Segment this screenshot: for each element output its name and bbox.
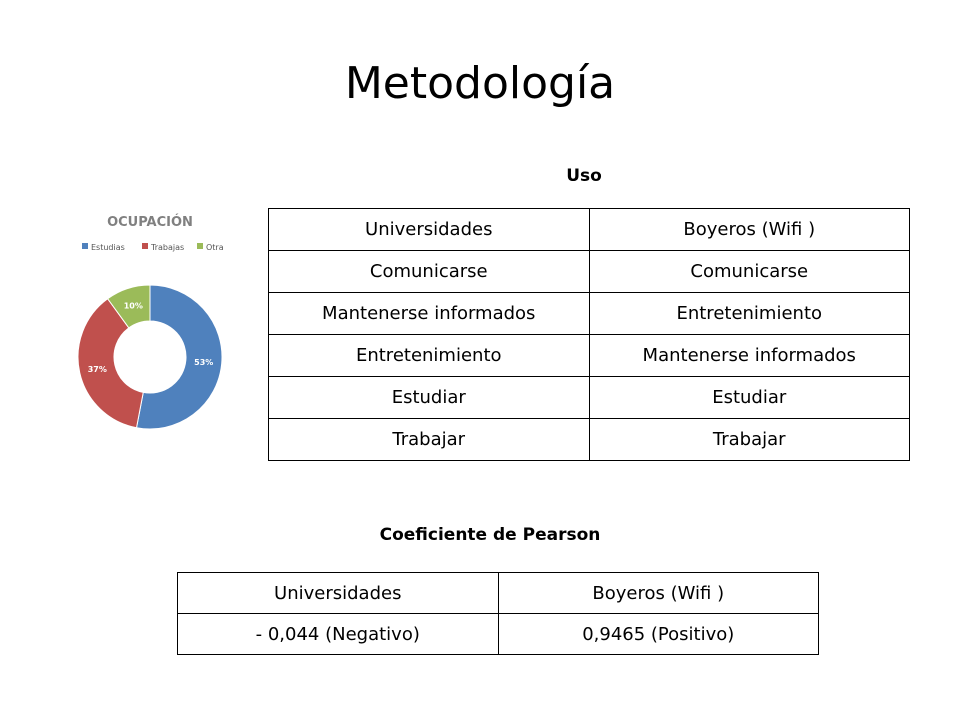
table-cell: - 0,044 (Negativo)	[178, 614, 499, 655]
table-cell: Entretenimiento	[269, 335, 590, 377]
table-cell: Comunicarse	[589, 251, 910, 293]
legend-label-trabajas: Trabajas	[151, 243, 185, 252]
legend-swatch-otra	[197, 243, 203, 249]
header-boyeros: Boyeros (Wifi )	[589, 209, 910, 251]
legend-swatch-trabajas	[142, 243, 148, 249]
table-cell: Entretenimiento	[589, 293, 910, 335]
donut-svg	[60, 200, 250, 440]
table-cell: Estudiar	[589, 377, 910, 419]
table-cell: Comunicarse	[269, 251, 590, 293]
header-universidades: Universidades	[269, 209, 590, 251]
table-row	[269, 419, 910, 461]
legend-label-otra: Otra	[206, 243, 224, 252]
table-header-row	[178, 573, 819, 614]
data-label-otra: 10%	[123, 301, 143, 311]
chart-slices	[78, 285, 222, 429]
pearson-caption: Coeficiente de Pearson	[379, 525, 601, 545]
ocupacion-donut-chart	[60, 200, 250, 440]
table-cell: Mantenerse informados	[269, 293, 590, 335]
table-row	[269, 377, 910, 419]
table-header-row	[269, 209, 910, 251]
table-row	[269, 335, 910, 377]
table-row	[269, 293, 910, 335]
legend-swatch-estudias	[82, 243, 88, 249]
data-label-estudias: 53%	[194, 358, 214, 368]
table-cell: Mantenerse informados	[589, 335, 910, 377]
table-cell: Trabajar	[589, 419, 910, 461]
uso-table	[268, 208, 910, 461]
pearson-table	[177, 572, 819, 655]
header-boyeros: Boyeros (Wifi )	[498, 573, 819, 614]
table-row	[269, 251, 910, 293]
table-row	[178, 614, 819, 655]
uso-caption: Uso	[566, 166, 602, 186]
legend-label-estudias: Estudias	[91, 243, 125, 252]
table-cell: 0,9465 (Positivo)	[498, 614, 819, 655]
chart-title: OCUPACIÓN	[107, 215, 193, 230]
data-label-trabajas: 37%	[87, 364, 107, 374]
header-universidades: Universidades	[178, 573, 499, 614]
table-cell: Trabajar	[269, 419, 590, 461]
chart-legend	[82, 243, 224, 252]
table-cell: Estudiar	[269, 377, 590, 419]
slide-title: Metodología	[344, 58, 616, 109]
